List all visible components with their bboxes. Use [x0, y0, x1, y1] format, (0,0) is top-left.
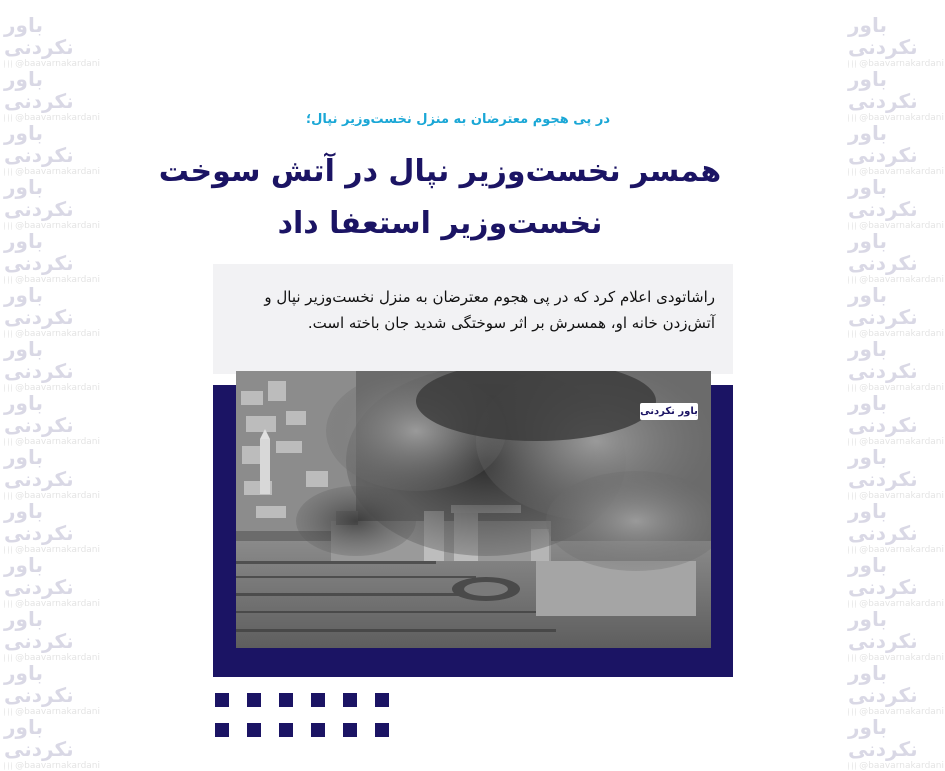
watermark-item [848, 499, 944, 555]
watermark-item [4, 121, 100, 177]
watermark-logo: باور نکردنی [4, 445, 74, 491]
watermark-handle-text: @baavarnakardani [859, 221, 944, 231]
decorative-square [279, 723, 293, 737]
watermark-logo: باور نکردنی [848, 391, 918, 437]
watermark-item [4, 391, 100, 447]
watermark-handle-text: @baavarnakardani [15, 275, 100, 285]
watermark-logo: باور نکردنی [4, 13, 74, 59]
decorative-square [311, 723, 325, 737]
news-photo [236, 371, 711, 648]
watermark-handle-text: @baavarnakardani [15, 653, 100, 663]
watermark-item [4, 283, 100, 339]
watermark-item [848, 553, 944, 609]
watermark-handle-text: @baavarnakardani [859, 59, 944, 69]
watermark-logo: باور نکردنی [848, 445, 918, 491]
watermark-item [4, 607, 100, 663]
headline-line-1: همسر نخست‌وزیر نپال در آتش سوخت [158, 154, 722, 189]
watermark-logo: باور نکردنی [4, 337, 74, 383]
watermark-handle-text: @baavarnakardani [15, 383, 100, 393]
article-kicker: در پی هجوم معترضان به منزل نخست‌وزیر نپال؛ [305, 112, 610, 127]
watermark-handle-text: @baavarnakardani [859, 275, 944, 285]
watermark-handle-text: @baavarnakardani [859, 329, 944, 339]
watermark-logo: باور نکردنی [848, 175, 918, 221]
headline-line-2: نخست‌وزیر استعفا داد [277, 206, 603, 241]
watermark-item [848, 229, 944, 285]
watermark-item [4, 67, 100, 123]
watermark-handle-text: @baavarnakardani [859, 167, 944, 177]
decorative-square [247, 723, 261, 737]
watermark-item [4, 13, 100, 69]
social-icon [848, 762, 849, 770]
watermark-handle-text: @baavarnakardani [859, 545, 944, 555]
watermark-logo: باور نکردنی [848, 715, 918, 761]
watermark-handle [4, 761, 100, 771]
watermark-logo: باور نکردنی [848, 229, 918, 275]
decorative-square [343, 693, 357, 707]
watermark-item [848, 13, 944, 69]
watermark-logo: باور نکردنی [4, 121, 74, 167]
watermark-item [848, 337, 944, 393]
watermark-handle-text: @baavarnakardani [15, 113, 100, 123]
watermark-handle-text: @baavarnakardani [15, 599, 100, 609]
decorative-squares [215, 693, 395, 743]
watermark-logo: باور نکردنی [848, 607, 918, 653]
watermark-handle-text: @baavarnakardani [859, 437, 944, 447]
watermark-handle-text: @baavarnakardani [15, 491, 100, 501]
watermark-handle-text: @baavarnakardani [859, 707, 944, 717]
social-icon [11, 762, 12, 770]
watermark-handle-text: @baavarnakardani [859, 653, 944, 663]
watermark-item [848, 445, 944, 501]
watermark-item [4, 715, 100, 771]
watermark-handle-text: @baavarnakardani [859, 113, 944, 123]
article-headline [140, 146, 740, 250]
watermark-handle-text: @baavarnakardani [15, 329, 100, 339]
decorative-square [311, 693, 325, 707]
decorative-square [215, 693, 229, 707]
watermark-handle [848, 761, 944, 771]
watermark-logo: باور نکردنی [848, 121, 918, 167]
watermark-item [4, 661, 100, 717]
watermark-item [4, 175, 100, 231]
watermark-logo: باور نکردنی [4, 283, 74, 329]
watermark-logo: باور نکردنی [848, 553, 918, 599]
watermark-logo: باور نکردنی [4, 391, 74, 437]
photo-watermark-logo: باور نکردنی [640, 403, 698, 420]
watermark-handle-text: @baavarnakardani [859, 383, 944, 393]
watermark-column-right [848, 0, 945, 771]
watermark-item [4, 229, 100, 285]
watermark-logo: باور نکردنی [848, 337, 918, 383]
watermark-item [4, 337, 100, 393]
watermark-handle-text: @baavarnakardani [859, 599, 944, 609]
watermark-item [848, 121, 944, 177]
decorative-square [215, 723, 229, 737]
watermark-logo: باور نکردنی [848, 661, 918, 707]
watermark-item [848, 175, 944, 231]
watermark-handle-text: @baavarnakardani [859, 491, 944, 501]
watermark-logo: باور نکردنی [4, 67, 74, 113]
decorative-square [279, 693, 293, 707]
decorative-square [375, 723, 389, 737]
decorative-square [343, 723, 357, 737]
social-icon [855, 762, 856, 770]
watermark-item [848, 283, 944, 339]
watermark-logo: باور نکردنی [4, 175, 74, 221]
watermark-logo: باور نکردنی [4, 499, 74, 545]
watermark-handle-text: @baavarnakardani [15, 437, 100, 447]
decorative-square [375, 693, 389, 707]
watermark-column-left [4, 0, 104, 771]
watermark-logo: باور نکردنی [4, 661, 74, 707]
watermark-item [848, 715, 944, 771]
watermark-handle-text: @baavarnakardani [15, 761, 100, 771]
article-summary: راشاتودی اعلام کرد که در پی هجوم معترضان به منزل نخست‌وزیر نپال و آتش‌زدن خانه او، همسرش بر اثر سوختگی شدید جان باخته است. [264, 288, 715, 332]
watermark-logo: باور نکردنی [4, 553, 74, 599]
watermark-handle-text: @baavarnakardani [15, 545, 100, 555]
watermark-logo: باور نکردنی [4, 229, 74, 275]
watermark-logo: باور نکردنی [848, 13, 918, 59]
watermark-logo: باور نکردنی [4, 607, 74, 653]
watermark-item [848, 391, 944, 447]
watermark-item [4, 445, 100, 501]
watermark-handle-text: @baavarnakardani [15, 59, 100, 69]
watermark-handle-text: @baavarnakardani [859, 761, 944, 771]
watermark-item [4, 499, 100, 555]
social-icon [852, 762, 853, 770]
social-icon [8, 762, 9, 770]
watermark-handle-text: @baavarnakardani [15, 167, 100, 177]
watermark-logo: باور نکردنی [848, 499, 918, 545]
watermark-item [848, 607, 944, 663]
watermark-logo: باور نکردنی [848, 283, 918, 329]
watermark-item [848, 67, 944, 123]
watermark-item [4, 553, 100, 609]
watermark-item [848, 661, 944, 717]
watermark-logo: باور نکردنی [848, 67, 918, 113]
decorative-square [247, 693, 261, 707]
watermark-logo: باور نکردنی [4, 715, 74, 761]
watermark-handle-text: @baavarnakardani [15, 707, 100, 717]
social-icon [4, 762, 5, 770]
watermark-handle-text: @baavarnakardani [15, 221, 100, 231]
